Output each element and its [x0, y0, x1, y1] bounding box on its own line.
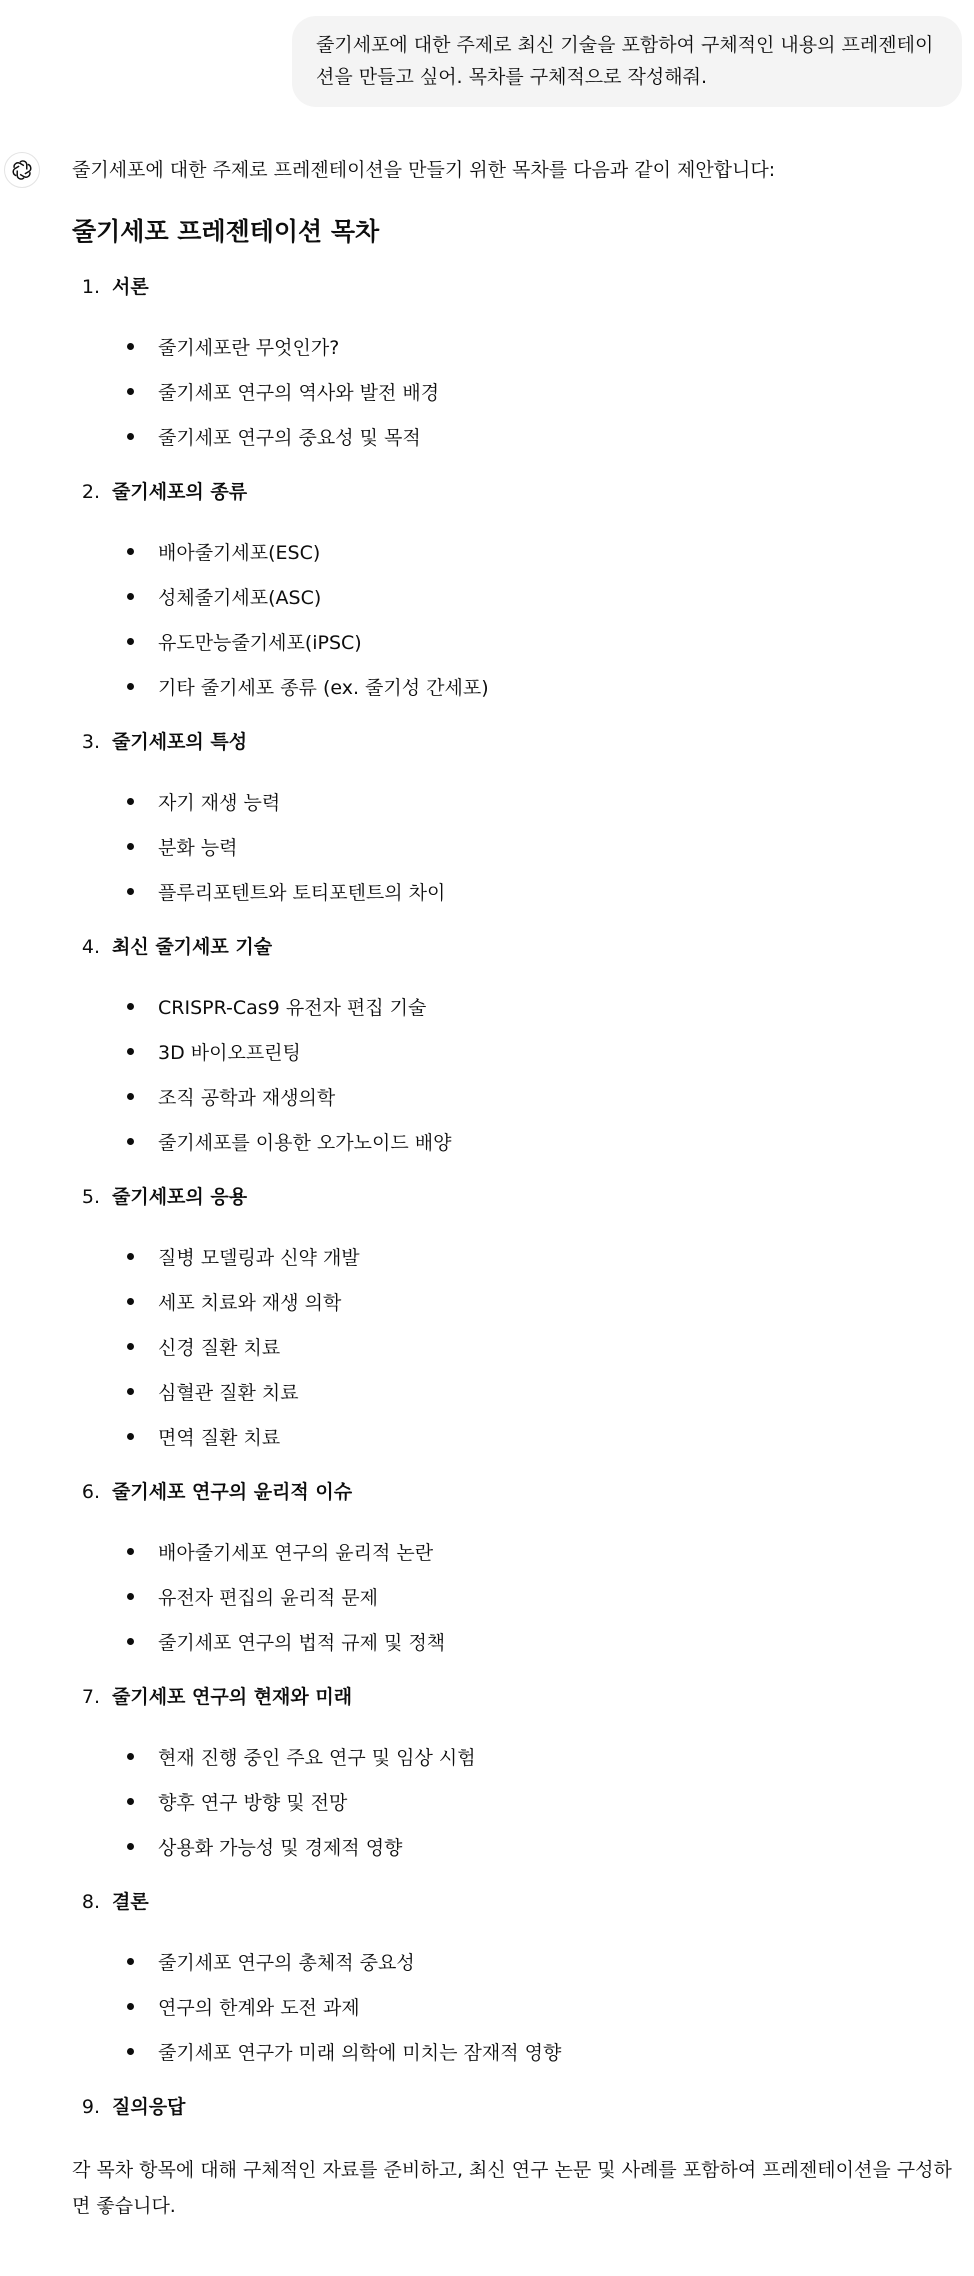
- section-title: 질의응답: [112, 2096, 186, 2118]
- list-item: [72, 529, 962, 574]
- list-item: [72, 824, 962, 869]
- toc-section: [72, 272, 962, 312]
- list-item-text: 줄기세포 연구의 역사와 발전 배경: [158, 382, 440, 404]
- bullet-dot-icon: [127, 343, 134, 350]
- toc-section: [72, 1182, 962, 1222]
- section-title: 줄기세포의 종류: [112, 481, 248, 503]
- list-item: [72, 1984, 962, 2029]
- toc-section: [72, 1887, 962, 1927]
- list-item-text: 심혈관 질환 치료: [158, 1382, 299, 1404]
- section-number: 9.: [81, 2096, 100, 2118]
- bullet-dot-icon: [127, 1753, 134, 1760]
- section-title: 줄기세포 연구의 현재와 미래: [112, 1686, 353, 1708]
- list-item: [72, 664, 962, 709]
- bullet-dot-icon: [127, 888, 134, 895]
- openai-logo-icon: [11, 159, 33, 181]
- section-bullet-list: [72, 984, 962, 1164]
- list-item-text: 면역 질환 치료: [158, 1427, 281, 1449]
- section-number: 2.: [81, 481, 100, 503]
- bullet-dot-icon: [127, 683, 134, 690]
- list-item: [72, 779, 962, 824]
- list-item-text: 기타 줄기세포 종류 (ex. 줄기성 간세포): [158, 677, 489, 699]
- list-item-text: 신경 질환 치료: [158, 1337, 281, 1359]
- assistant-intro: 줄기세포에 대한 주제로 프레젠테이션을 만들기 위한 목차를 다음과 같이 제안합니다:: [72, 159, 776, 181]
- section-bullet-list: [72, 779, 962, 914]
- bullet-dot-icon: [127, 1138, 134, 1145]
- bullet-dot-icon: [127, 1798, 134, 1805]
- list-item: [72, 1119, 962, 1164]
- list-item-text: 줄기세포 연구의 총체적 중요성: [158, 1952, 415, 1974]
- bullet-dot-icon: [127, 388, 134, 395]
- assistant-outro: 각 목차 항목에 대해 구체적인 자료를 준비하고, 최신 연구 논문 및 사례를 포함하여 프레젠테이션을 구성하면 좋습니다.: [72, 2159, 952, 2217]
- list-item: [72, 369, 962, 414]
- list-item-text: 유전자 편집의 윤리적 문제: [158, 1587, 379, 1609]
- list-item-text: 분화 능력: [158, 837, 238, 859]
- section-bullet-list: [72, 1529, 962, 1664]
- bullet-dot-icon: [127, 798, 134, 805]
- list-item: [72, 1939, 962, 1984]
- list-item: [72, 414, 962, 459]
- list-item-text: 질병 모델링과 신약 개발: [158, 1247, 360, 1269]
- list-item-text: 세포 치료와 재생 의학: [158, 1292, 342, 1314]
- list-item: [72, 1824, 962, 1869]
- list-item: [72, 1324, 962, 1369]
- list-item: [72, 1779, 962, 1824]
- section-title: 서론: [112, 276, 149, 298]
- list-item-text: 유도만능줄기세포(iPSC): [158, 632, 362, 654]
- section-number: 6.: [81, 1481, 100, 1503]
- section-title: 결론: [112, 1891, 149, 1913]
- section-number: 5.: [81, 1186, 100, 1208]
- list-item-text: 줄기세포 연구의 법적 규제 및 정책: [158, 1632, 446, 1654]
- list-item-text: 현재 진행 중인 주요 연구 및 임상 시험: [158, 1747, 476, 1769]
- section-bullet-list: [72, 324, 962, 459]
- list-item: [72, 1234, 962, 1279]
- bullet-dot-icon: [127, 1343, 134, 1350]
- bullet-dot-icon: [127, 843, 134, 850]
- bullet-dot-icon: [127, 593, 134, 600]
- toc-section: [72, 1477, 962, 1517]
- bullet-dot-icon: [127, 1638, 134, 1645]
- section-bullet-list: [72, 529, 962, 709]
- list-item-text: 성체줄기세포(ASC): [158, 587, 322, 609]
- list-item-text: 줄기세포 연구가 미래 의학에 미치는 잠재적 영향: [158, 2042, 562, 2064]
- section-number: 3.: [81, 731, 100, 753]
- bullet-dot-icon: [127, 1843, 134, 1850]
- bullet-dot-icon: [127, 1433, 134, 1440]
- bullet-dot-icon: [127, 1003, 134, 1010]
- list-item: [72, 869, 962, 914]
- list-item: [72, 984, 962, 1029]
- toc-title: 줄기세포 프레젠테이션 목차: [72, 217, 380, 246]
- section-number: 7.: [81, 1686, 100, 1708]
- bullet-dot-icon: [127, 638, 134, 645]
- list-item: [72, 1029, 962, 1074]
- list-item: [72, 1734, 962, 1779]
- toc-section: [72, 1682, 962, 1722]
- list-item-text: 3D 바이오프린팅: [158, 1042, 301, 1064]
- bullet-dot-icon: [127, 1048, 134, 1055]
- bullet-dot-icon: [127, 1298, 134, 1305]
- bullet-dot-icon: [127, 1593, 134, 1600]
- bullet-dot-icon: [127, 1388, 134, 1395]
- toc-section: [72, 2092, 962, 2132]
- section-number: 1.: [81, 276, 100, 298]
- bullet-dot-icon: [127, 1958, 134, 1965]
- list-item-text: 향후 연구 방향 및 전망: [158, 1792, 348, 1814]
- section-title: 줄기세포의 특성: [112, 731, 248, 753]
- list-item-text: 배아줄기세포 연구의 윤리적 논란: [158, 1542, 434, 1564]
- toc-section: [72, 727, 962, 767]
- list-item: [72, 2029, 962, 2074]
- section-title: 줄기세포 연구의 윤리적 이슈: [112, 1481, 353, 1503]
- bullet-dot-icon: [127, 1253, 134, 1260]
- section-number: 4.: [81, 936, 100, 958]
- list-item: [72, 324, 962, 369]
- list-item-text: 자기 재생 능력: [158, 792, 281, 814]
- assistant-avatar: [4, 152, 40, 188]
- list-item: [72, 1369, 962, 1414]
- section-title: 줄기세포의 응용: [112, 1186, 248, 1208]
- bullet-dot-icon: [127, 1093, 134, 1100]
- list-item: [72, 574, 962, 619]
- toc-list: [72, 272, 962, 2132]
- list-item-text: 조직 공학과 재생의학: [158, 1087, 336, 1109]
- list-item-text: 플루리포텐트와 토티포텐트의 차이: [158, 882, 446, 904]
- user-message-bubble: [292, 16, 962, 107]
- bullet-dot-icon: [127, 2003, 134, 2010]
- list-item-text: 상용화 가능성 및 경제적 영향: [158, 1837, 403, 1859]
- list-item: [72, 619, 962, 664]
- section-bullet-list: [72, 1234, 962, 1459]
- list-item-text: 배아줄기세포(ESC): [158, 542, 321, 564]
- list-item: [72, 1619, 962, 1664]
- assistant-message: [72, 152, 962, 2224]
- bullet-dot-icon: [127, 548, 134, 555]
- section-number: 8.: [81, 1891, 100, 1913]
- list-item-text: CRISPR-Cas9 유전자 편집 기술: [158, 997, 427, 1019]
- section-bullet-list: [72, 1734, 962, 1869]
- section-bullet-list: [72, 1939, 962, 2074]
- list-item: [72, 1074, 962, 1119]
- section-title: 최신 줄기세포 기술: [112, 936, 273, 958]
- user-message-text: 줄기세포에 대한 주제로 최신 기술을 포함하여 구체적인 내용의 프레젠테이션을 만들고 싶어. 목차를 구체적으로 작성해줘.: [316, 34, 934, 88]
- list-item: [72, 1529, 962, 1574]
- bullet-dot-icon: [127, 1548, 134, 1555]
- list-item-text: 연구의 한계와 도전 과제: [158, 1997, 360, 2019]
- toc-section: [72, 932, 962, 972]
- bullet-dot-icon: [127, 2048, 134, 2055]
- bullet-dot-icon: [127, 433, 134, 440]
- list-item: [72, 1279, 962, 1324]
- list-item-text: 줄기세포를 이용한 오가노이드 배양: [158, 1132, 452, 1154]
- list-item-text: 줄기세포 연구의 중요성 및 목적: [158, 427, 421, 449]
- list-item: [72, 1414, 962, 1459]
- list-item: [72, 1574, 962, 1619]
- list-item-text: 줄기세포란 무엇인가?: [158, 337, 340, 359]
- toc-section: [72, 477, 962, 517]
